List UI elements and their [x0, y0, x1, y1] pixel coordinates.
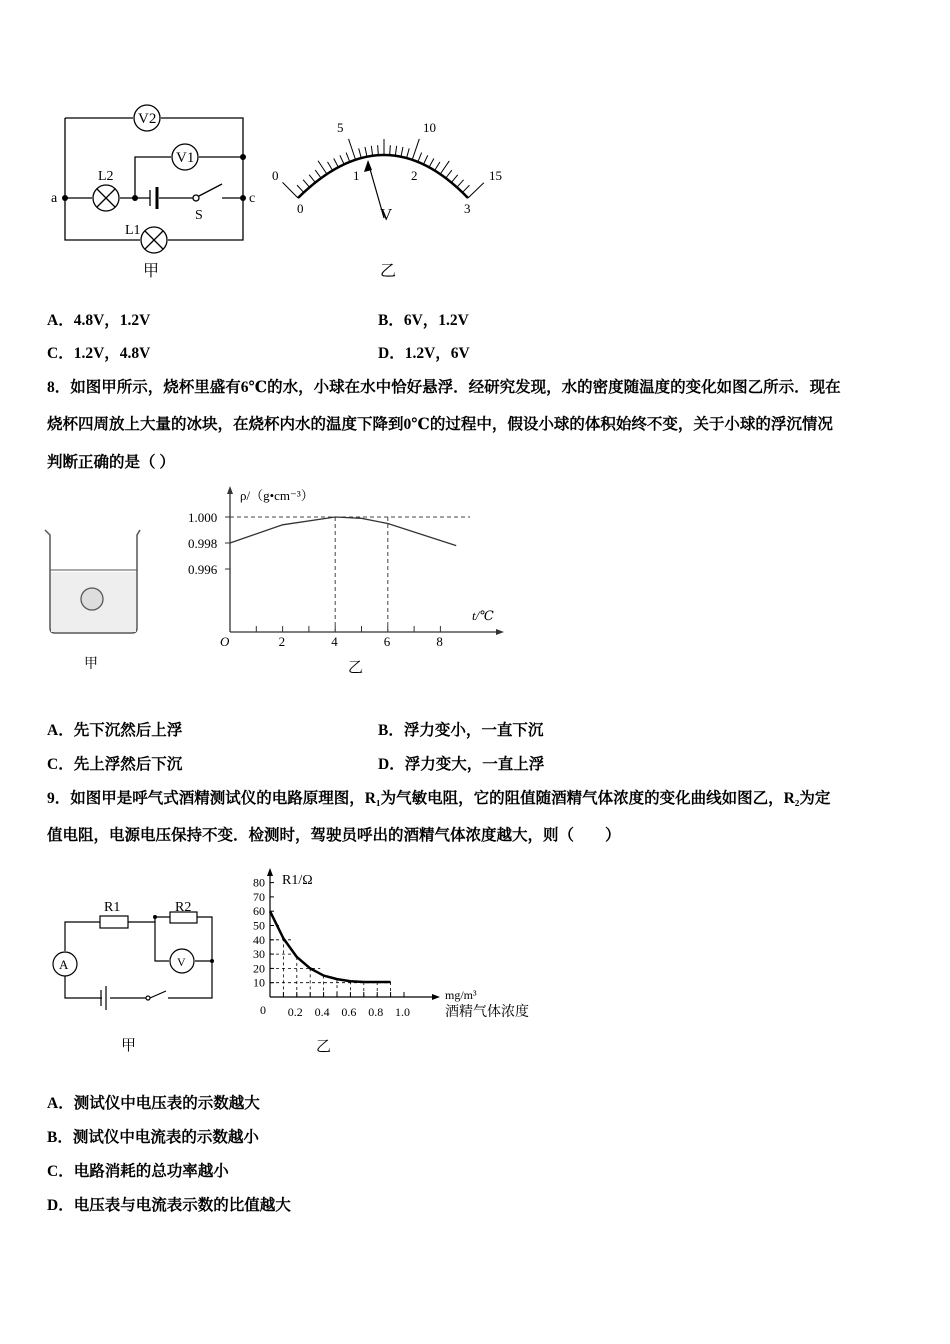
y-tick-label: 30 [253, 947, 265, 962]
y-tick-label: 10 [253, 975, 265, 990]
breathalyzer-circuit [53, 912, 212, 1010]
dial-tick [423, 155, 427, 164]
outer-tick-5: 5 [337, 120, 344, 135]
outer-tick-10: 10 [423, 120, 436, 135]
q9-figures [0, 860, 950, 1060]
option-text: 浮力变小，一直下沉 [403, 722, 544, 739]
density-curve [230, 517, 456, 546]
dial-tick [390, 145, 391, 155]
option-text: 4.8V，1.2V [73, 312, 151, 329]
x-tick-label: 0.6 [341, 1005, 357, 1019]
dial-tick [451, 175, 457, 183]
unit-label: V [380, 205, 393, 224]
x-axis-label: 酒精气体浓度 [445, 1005, 529, 1020]
r1-label: R1 [104, 900, 121, 915]
option-letter: D． [378, 345, 405, 362]
resistance-curve [270, 911, 391, 982]
option-letter: A． [47, 1095, 74, 1112]
density-chart [188, 486, 504, 649]
q8-figures [0, 480, 950, 680]
dial-tick [378, 145, 379, 155]
option-letter: B． [378, 312, 404, 329]
dial-tick [328, 162, 333, 171]
q7-option-b[interactable] [378, 311, 469, 331]
dial-tick [462, 185, 469, 192]
v2-label: V2 [138, 111, 157, 127]
beaker-with-ball [45, 530, 140, 633]
ammeter-label: A [59, 957, 69, 972]
dial-tick [349, 139, 356, 160]
option-text: 电路消耗的总功率越小 [73, 1163, 229, 1180]
option-letter: C． [47, 1163, 74, 1180]
y-tick-label: 40 [253, 932, 265, 947]
figure-label-yi: 乙 [316, 1039, 332, 1055]
dial-tick [365, 147, 367, 157]
option-text: 6V，1.2V [403, 312, 469, 329]
outer-tick-0: 0 [272, 168, 279, 183]
y-tick-label: 60 [253, 904, 265, 919]
q7-option-d[interactable] [378, 344, 470, 364]
option-text: 测试仪中电流表的示数越小 [72, 1129, 259, 1146]
figure-label-yi: 乙 [348, 660, 364, 676]
inner-tick-0: 0 [297, 201, 304, 216]
q8-option-c[interactable] [47, 755, 182, 775]
q8-option-b[interactable] [378, 721, 543, 741]
x-tick-label: 0.8 [368, 1005, 384, 1019]
axis-arrows [227, 486, 504, 635]
dial-tick [297, 185, 304, 192]
figure-label-jia: 甲 [143, 263, 160, 280]
q7-option-a[interactable] [47, 311, 150, 331]
dial-tick [334, 158, 339, 167]
y-tick-label: 80 [253, 875, 265, 890]
dial-tick [412, 139, 419, 160]
option-letter: D． [378, 756, 405, 773]
figure-label-yi: 乙 [380, 263, 397, 280]
dial-tick [346, 153, 350, 162]
dial-tick [303, 180, 310, 188]
dial-tick [318, 161, 327, 174]
q9-option-b[interactable] [47, 1128, 259, 1148]
l2-label: L2 [98, 169, 114, 184]
y-tick-label: 1.000 [188, 510, 218, 525]
option-letter: B． [47, 1129, 73, 1146]
dial-tick [371, 146, 372, 156]
q8-stem-line-2: 烧杯四周放上大量的冰块，在烧杯内水的温度下降到0℃的过程中，假设小球的体积始终不变，关于小球的浮沉情况 [47, 416, 833, 433]
dial-tick [429, 158, 434, 167]
dial-tick [315, 170, 321, 178]
dial-tick [440, 161, 449, 174]
option-text: 电压表与电流表示数的比值越大 [73, 1197, 291, 1214]
option-letter: A． [47, 312, 74, 329]
q8-stem-line-3: 判断正确的是（ ） [47, 454, 175, 471]
option-text: 浮力变大，一直上浮 [404, 756, 545, 773]
x-axis-label: t/℃ [472, 608, 494, 623]
dial-tick [468, 183, 484, 198]
dial-tick [407, 148, 410, 158]
inner-tick-1: 1 [353, 168, 360, 183]
option-text: 先上浮然后下沉 [73, 756, 183, 773]
dial-tick [446, 170, 452, 178]
option-letter: D． [47, 1197, 74, 1214]
x-tick-label: 8 [436, 634, 443, 649]
dial-tick [435, 162, 440, 171]
dial-tick [395, 146, 396, 156]
q7-option-c[interactable] [47, 344, 150, 364]
q8-option-a[interactable] [47, 721, 182, 741]
option-letter: A． [47, 722, 74, 739]
y-tick-label: 0.998 [188, 536, 218, 551]
node-a-label: a [51, 191, 58, 206]
dial-tick [359, 148, 362, 158]
origin-label: 0 [260, 1003, 266, 1017]
dial-tick [340, 155, 344, 164]
y-axis-label: R1/Ω [282, 873, 313, 888]
option-text: 测试仪中电压表的示数越大 [73, 1095, 260, 1112]
x-axis-unit: mg/m³ [445, 988, 477, 1002]
inner-tick-3: 3 [464, 201, 471, 216]
x-tick-label: 6 [383, 634, 391, 649]
y-tick-label: 70 [253, 889, 265, 904]
figure-label-jia: 甲 [121, 1038, 137, 1054]
option-letter: B． [378, 722, 404, 739]
dial-tick [418, 153, 422, 162]
q7-circuit-diagram [0, 0, 950, 300]
dial-tick [457, 180, 464, 187]
option-letter: C． [47, 756, 74, 773]
option-text: 1.2V，4.8V [73, 345, 151, 362]
node-c-label: c [249, 191, 256, 206]
q9-stem-line-1: 9．如图甲是呼气式酒精测试仪的电路原理图，R₁为气敏电阻，它的阻值随酒精气体浓度的变化曲线如图乙，R₂为定 [47, 790, 831, 807]
x-tick-label: 0.4 [314, 1005, 330, 1019]
q9-option-c[interactable] [47, 1162, 229, 1182]
dial-tick [283, 182, 298, 198]
resistance-chart [253, 868, 529, 1020]
option-text: 1.2V，6V [404, 345, 470, 362]
x-tick-label: 1.0 [395, 1005, 410, 1019]
r2-label: R2 [175, 900, 192, 915]
x-tick-label: 2 [278, 634, 286, 649]
q9-stem-line-2: 值电阻，电源电压保持不变．检测时，驾驶员呼出的酒精气体浓度越大，则（ ） [47, 827, 621, 844]
y-axis-label: ρ/（g•cm⁻³） [240, 488, 314, 503]
outer-tick-15: 15 [489, 168, 502, 183]
dial-tick [309, 175, 315, 183]
switch-label: S [195, 208, 203, 223]
q9-option-a[interactable] [47, 1094, 260, 1114]
inner-tick-2: 2 [411, 168, 418, 183]
voltmeter-dial [272, 120, 502, 224]
q8-stem-line-1: 8．如图甲所示，烧杯里盛有6℃的水，小球在水中恰好悬浮．经研究发现，水的密度随温度的变化如图乙所示．现在 [47, 379, 841, 396]
l1-label: L1 [125, 223, 141, 238]
q9-option-d[interactable] [47, 1196, 291, 1216]
x-tick-label: 4 [331, 634, 338, 649]
option-letter: C． [47, 345, 74, 362]
option-text: 先下沉然后上浮 [73, 722, 183, 739]
v1-label: V1 [176, 150, 195, 166]
origin-label: O [220, 634, 230, 649]
y-tick-label: 0.996 [188, 562, 218, 577]
x-tick-label: 0.2 [287, 1005, 303, 1019]
y-tick-label: 50 [253, 918, 265, 933]
voltmeter-label: V [177, 955, 186, 969]
y-tick-label: 20 [253, 961, 265, 976]
q8-option-d[interactable] [378, 755, 544, 775]
dial-tick [401, 147, 403, 157]
figure-label-jia: 甲 [84, 657, 98, 672]
